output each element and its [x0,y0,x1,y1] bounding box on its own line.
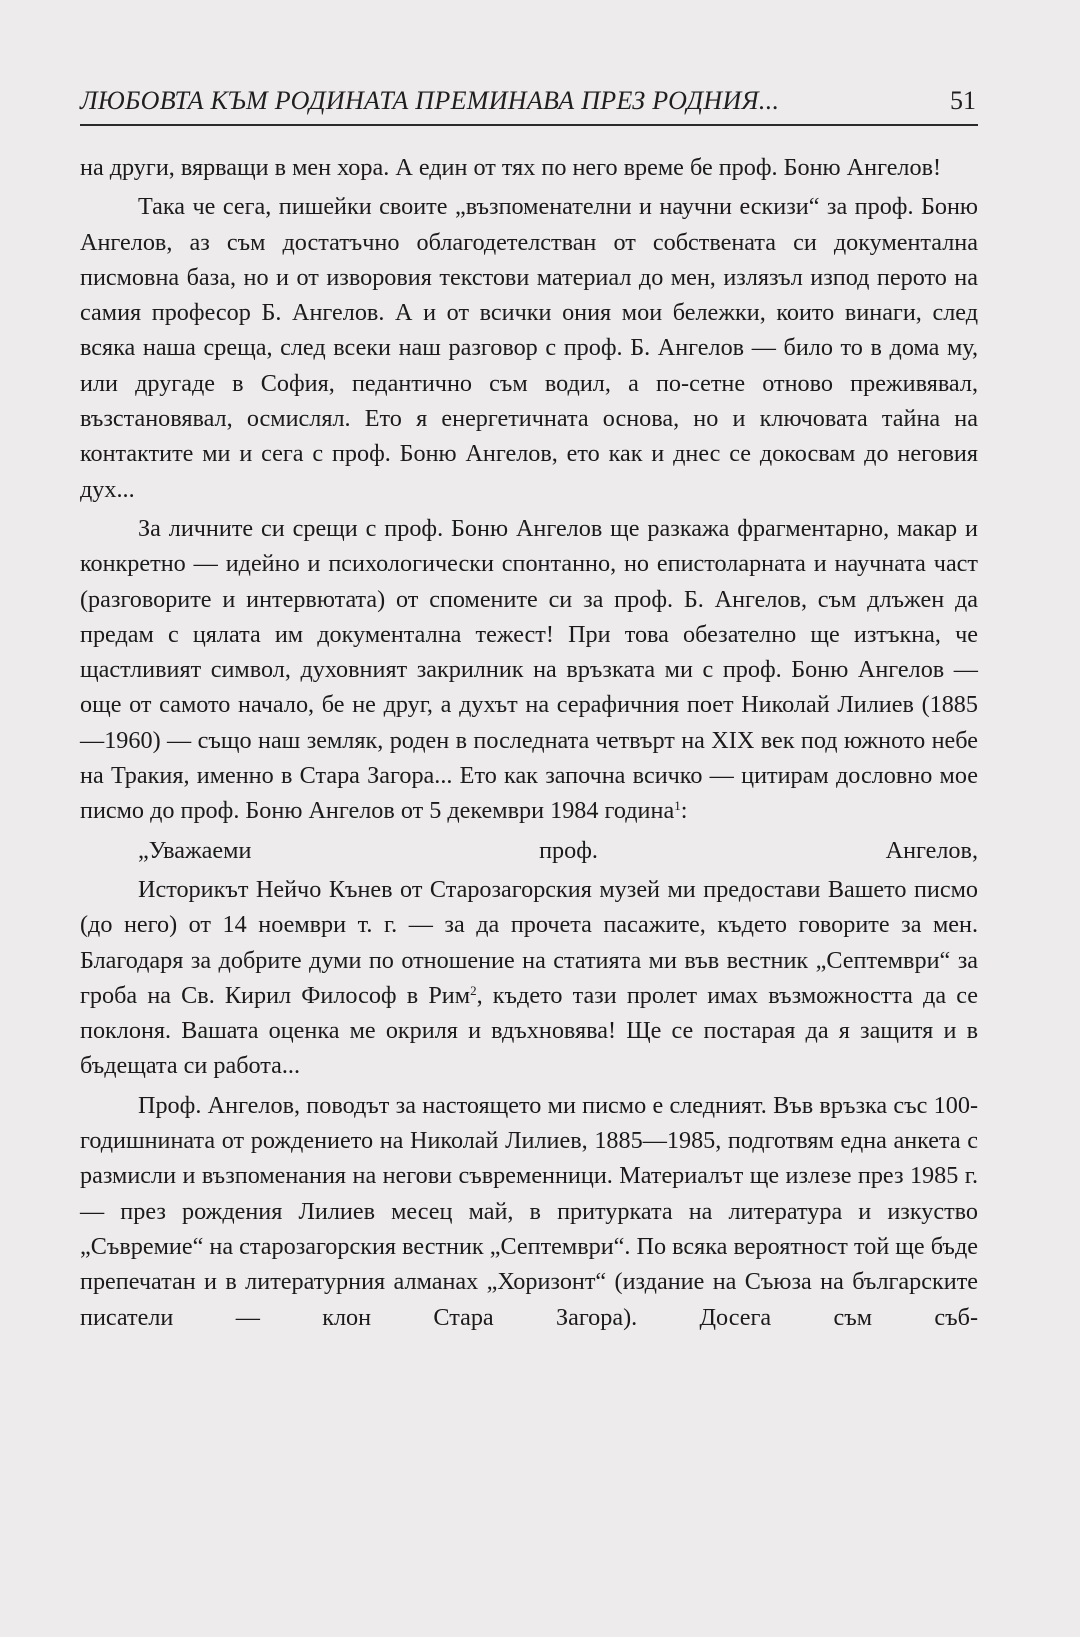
letter-salutation: „Уважаеми проф. Ангелов, [138,836,978,864]
page-header [80,82,978,126]
running-title: ЛЮБОВТА КЪМ РОДИНАТА ПРЕМИНАВА ПРЕЗ РОДНИЯ... [80,86,780,115]
paragraph-3-text: За личните си срещи с проф. Боню Ангелов ще разкажа фрагментарно, макар и конкретно — идейно и психологически спонтанно, но епистоларната и научната част (разговорите и интервютата) от спомените си за проф. Б. Ангелов, съм длъжен да предам с цялата им документална тежест! При това обезателно ще изтъкна, че щастливият символ, духовният закрилник на връзката ми с проф. Боню Ангелов — още от самото начало, бе не друг, а духът на серафичния поет Николай Лилиев (1885—1960) — също наш земляк, роден в последната четвърт на XIX век под южното небе на Тракия, именно в Стара Загора... Ето как започна всичко — цитирам дословно мое писмо до проф. Боню Ангелов от 5 декември 1984 година [80,514,978,825]
footnote-ref-1: 1 [674,798,681,814]
paragraph-4-text: Историкът Нейчо Кънев от Старозагорския музей ми предостави Вашето писмо (до него) от 14 ноември т. г. — за да прочета пасажите, където говорите за мен. Благодаря за добрите думи по отношение на статията ми във вестник „Септември“ за гроба на Св. Кирил Философ в Рим [80,875,978,1009]
paragraph-5: Проф. Ангелов, поводът за настоящето ми писмо е следният. Във връзка със 100-годишнината от рождението на Николай Лилиев, 1885—1985, подготвям една анкета с размисли и възпоменания на негови съвременници. Материалът ще излезе през 1985 г. — през рождения Лилиев месец май, в притурката на литература и изкуство „Съвремие“ на старозагорския вестник „Септември“. По всяка вероятност той ще бъде препечатан и в литературния алманах „Хоризонт“ (издание на Съюза на българските писатели — клон Стара Загора). Досега съм съб- [80,1091,978,1331]
main-text [80,150,978,1335]
paragraph-1: на други, вярващи в мен хора. А един от тях по него време бе проф. Боню Ангелов! [80,154,942,181]
paragraph-4 [80,872,978,1084]
paragraph-3-tail: : [680,797,688,825]
page-number: 51 [950,86,976,115]
footnote-ref-2: 2 [470,982,477,998]
paragraph-3 [80,511,978,829]
paragraph-2: Така че сега, пишейки своите „възпоменателни и научни ескизи“ за проф. Боню Ангелов, аз съм достатъчно облагодетелстван от собствената си документална писмовна база, но и от изворовия текстови материал до мен, излязъл изпод перото на самия професор Б. Ангелов. А и от всички ония мои бележки, които винаги, след всяка наша среща, след всеки наш разговор с проф. Б. Ангелов — било то в дома му, или другаде в София, педантично съм водил, а по-сетне отново преживявал, възстановявал, осмислял. Ето я енергетичната основа, но и ключовата тайна на контактите ми и сега с проф. Боню Ангелов, ето как и днес се докосвам до неговия дух... [80,193,978,503]
paragraph-4-tail: , където тази пролет имах възможността да се поклоня. Вашата оценка ме окриля и вдъхновява! Ще се постарая да я защитя и в бъдещата си работа... [80,981,979,1080]
